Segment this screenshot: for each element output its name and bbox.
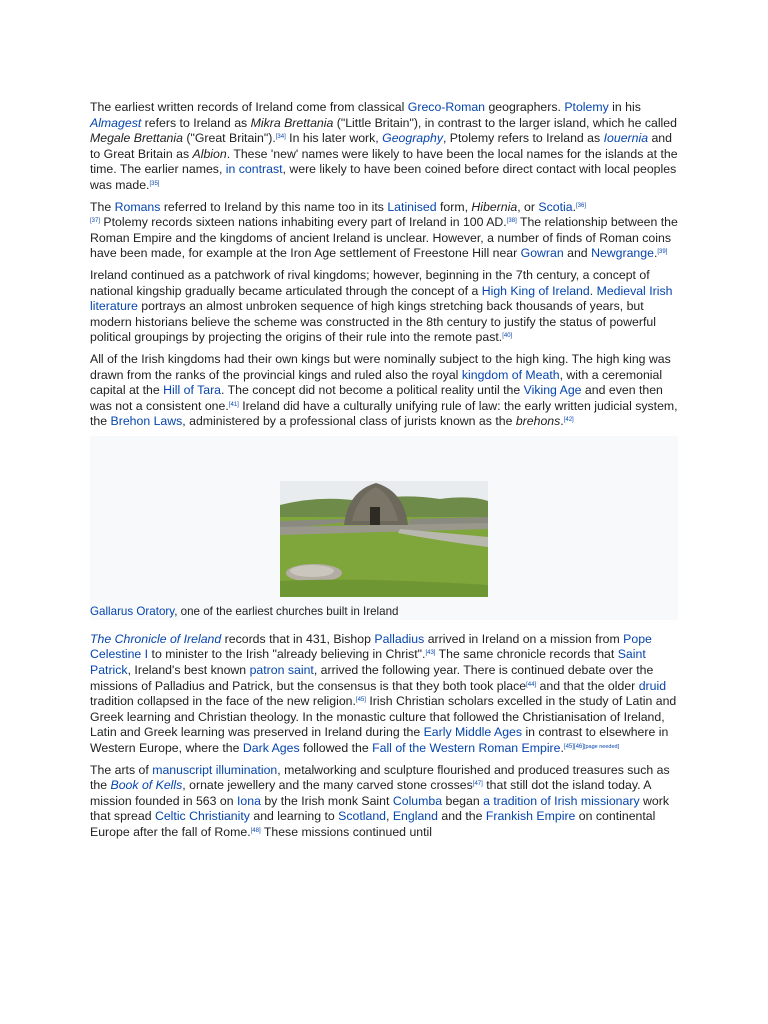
link-irish-missionary[interactable]: a tradition of Irish missionary	[483, 793, 640, 808]
link-greco-roman[interactable]: Greco-Roman	[407, 100, 486, 114]
link-gowran[interactable]: Gowran	[520, 246, 564, 261]
citation-45-46[interactable]: [45][46]	[563, 744, 584, 751]
citation-47[interactable]: [47]	[472, 781, 483, 788]
link-kingdom-of-meath[interactable]: kingdom of Meath	[461, 367, 560, 382]
paragraph-romans: The Romans referred to Ireland by this name too in its Latinised form, Hibernia, or Scotia.[36] [37] Ptolemy records sixteen nations inhabiting every part of Ireland in 100 AD.[38] The relationship between the Roman Empire and the kingdoms of ancient Ireland is unclear. However, a number of finds of Roman coins have been made, for example at the Iron Age settlement of Freestone Hill near Gowran and Newgrange.[39]	[90, 199, 678, 261]
citation-43[interactable]: [43]	[425, 650, 436, 657]
citation-41[interactable]: [41]	[228, 401, 239, 408]
link-hill-of-tara[interactable]: Hill of Tara	[163, 383, 222, 398]
link-england[interactable]: England	[392, 809, 438, 824]
figure-gallarus-oratory	[90, 436, 678, 620]
link-saint-patrick[interactable]: Saint Patrick	[90, 647, 646, 678]
link-latinised[interactable]: Latinised	[387, 199, 437, 214]
citation-48[interactable]: [48]	[250, 828, 261, 834]
citation-36[interactable]: [36]	[576, 202, 587, 209]
link-book-of-kells[interactable]: Book of Kells	[110, 778, 183, 793]
text-mikra-brettania: Mikra Brettania	[250, 115, 334, 130]
link-iona[interactable]: Iona	[236, 793, 261, 808]
text-albion: Albion	[192, 146, 227, 161]
link-ptolemy[interactable]: Ptolemy	[564, 100, 609, 114]
link-in-contrast[interactable]: in contrast	[225, 162, 283, 177]
link-celtic-christianity[interactable]: Celtic Christianity	[154, 809, 250, 824]
link-frankish-empire[interactable]: Frankish Empire	[485, 809, 576, 824]
citation-39[interactable]: [39]	[657, 249, 668, 256]
text-megale-brettania: Megale Brettania	[90, 131, 183, 146]
link-columba[interactable]: Columba	[392, 793, 443, 808]
link-palladius[interactable]: Palladius	[374, 631, 425, 646]
link-dark-ages[interactable]: Dark Ages	[242, 741, 300, 756]
link-iouernia[interactable]: Iouernia	[603, 131, 649, 146]
citation-42[interactable]: [42]	[563, 417, 574, 424]
citation-35[interactable]: [35]	[149, 180, 160, 187]
link-brehon-laws[interactable]: Brehon Laws	[110, 414, 183, 429]
paragraph-high-king: Ireland continued as a patchwork of rival kingdoms; however, beginning in the 7th century, a concept of national kingship gradually became articulated through the concept of a High King of Ireland. Medieval Irish literature portrays an almost unbroken sequence of high kings stretching back thousands of years, but modern historians believe the scheme was constructed in the 8th century to justify the status of powerful political groupings by projecting the origins of their rule into the remote past.[40]	[90, 267, 673, 345]
citation-44[interactable]: [44]	[526, 681, 537, 688]
link-chronicle-of-ireland[interactable]: The Chronicle of Ireland	[90, 631, 222, 646]
link-gallarus-oratory[interactable]: Gallarus Oratory	[90, 604, 175, 618]
paragraph-greco-roman: The earliest written records of Ireland come from classical Greco-Roman geographers. Ptolemy in his Almagest refers to Ireland as Mikra Brettania ("Little Britain"), in contrast to the larger island, which he called Megale Brettania ("Great Britain").[34] In his later work, Geography, Ptolemy refers to Ireland as Iouernia and to Great Britain as Albion. These 'new' names were likely to have been the local names for the islands at the time. The earlier names, in contrast, were likely to have been coined before direct contact with local peoples was made.[35]	[90, 100, 678, 192]
article-content	[90, 100, 680, 847]
figure-caption: Gallarus Oratory, one of the earliest churches built in Ireland	[90, 604, 399, 618]
link-early-middle-ages[interactable]: Early Middle Ages	[423, 725, 523, 740]
text-hibernia: Hibernia	[471, 199, 518, 214]
gallarus-oratory-image[interactable]	[280, 481, 488, 597]
citation-37[interactable]: [37]	[90, 218, 101, 225]
link-newgrange[interactable]: Newgrange	[591, 246, 654, 261]
page-needed-tag[interactable]: [page needed]	[583, 744, 620, 751]
link-manuscript-illumination[interactable]: manuscript illumination	[152, 762, 278, 777]
link-druid[interactable]: druid	[638, 678, 667, 693]
link-geography[interactable]: Geography	[382, 131, 443, 146]
link-almagest[interactable]: Almagest	[90, 115, 142, 130]
link-medieval-irish-literature[interactable]: Medieval Irish literature	[90, 283, 673, 314]
link-fall-of-western-roman-empire[interactable]: Fall of the Western Roman Empire	[372, 741, 561, 756]
link-high-king[interactable]: High King of Ireland	[481, 283, 590, 298]
citation-45[interactable]: [45]	[355, 697, 366, 704]
citation-38[interactable]: [38]	[506, 218, 517, 225]
paragraph-kingdoms: All of the Irish kingdoms had their own kings but were nominally subject to the high king. The high king was drawn from the ranks of the provincial kings and ruled also the royal kingdom of Meath, with a ceremonial capital at the Hill of Tara. The concept did not become a political reality until the Viking Age and even then was not a consistent one.[41] Ireland did have a culturally unifying rule of law: the early written judicial system, the Brehon Laws, administered by a professional class of jurists known as the brehons.[42]	[90, 351, 678, 429]
link-pope-celestine[interactable]: Pope Celestine I	[90, 631, 652, 662]
paragraph-arts: The arts of manuscript illumination, metalworking and sculpture flourished and produced treasures such as the Book of Kells, ornate jewellery and the many carved stone crosses[47] that still dot the island today. A mission founded in 563 on Iona by the Irish monk Saint Columba began a tradition of Irish missionary work that spread Celtic Christianity and learning to Scotland, England and the Frankish Empire on continental Europe after the fall of Rome.[48] These missions continued until	[90, 762, 670, 839]
text-brehons: brehons	[515, 414, 561, 429]
paragraph-chronicle: The Chronicle of Ireland records that in 431, Bishop Palladius arrived in Ireland on a mission from Pope Celestine I to minister to the Irish "already believing in Christ".[43] The same chronicle records that Saint Patrick, Ireland's best known patron saint, arrived the following year. There is continued debate over the missions of Palladius and Patrick, but the consensus is that they both took place[44] and that the older druid tradition collapsed in the face of the new religion.[45] Irish Christian scholars excelled in the study of Latin and Greek learning and Christian theology. In the monastic culture that followed the Christianisation of Ireland, Latin and Greek learning was preserved in Ireland during the Early Middle Ages in contrast to elsewhere in Western Europe, where the Dark Ages followed the Fall of the Western Roman Empire.[45][46][page needed]	[90, 631, 677, 756]
link-viking-age[interactable]: Viking Age	[523, 383, 582, 398]
citation-40[interactable]: [40]	[502, 333, 513, 340]
link-patron-saint[interactable]: patron saint	[249, 663, 314, 678]
link-scotia[interactable]: Scotia	[538, 199, 573, 214]
link-romans[interactable]: Romans	[114, 199, 161, 214]
citation-34[interactable]: [34]	[275, 134, 286, 141]
link-scotland[interactable]: Scotland	[338, 809, 386, 824]
